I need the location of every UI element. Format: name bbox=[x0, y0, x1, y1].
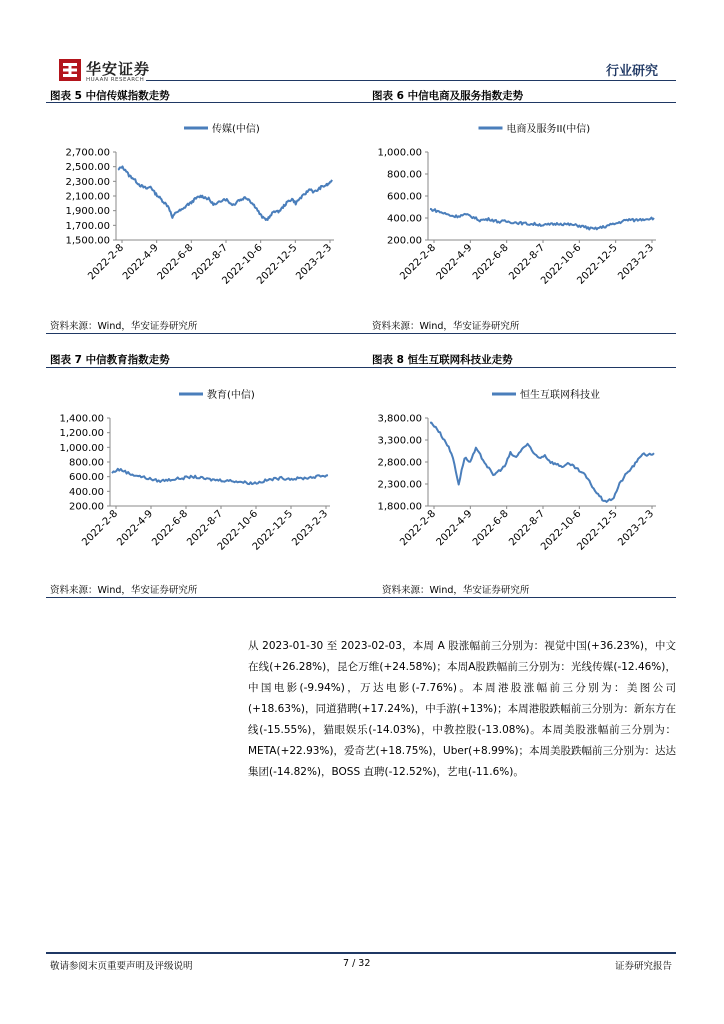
x-tick-label: 2022-2-8 bbox=[80, 508, 121, 549]
y-tick-label: 1,900.00 bbox=[65, 206, 110, 218]
x-tick-label: 2022-8-7 bbox=[507, 508, 548, 549]
x-tick-label: 2022-10-6 bbox=[215, 508, 261, 553]
y-tick-label: 1,400.00 bbox=[59, 413, 104, 425]
x-tick-label: 2022-2-8 bbox=[398, 508, 439, 549]
x-tick-label: 2022-6-8 bbox=[155, 242, 196, 283]
logo bbox=[58, 58, 82, 82]
chart-hs-internet bbox=[366, 376, 676, 576]
x-tick-label: 2022-10-6 bbox=[220, 242, 265, 287]
legend-label: 教育(中信) bbox=[207, 390, 255, 401]
y-tick-label: 200.00 bbox=[69, 501, 104, 513]
y-tick-label: 600.00 bbox=[387, 191, 422, 203]
figure-7-source: 资料来源：Wind，华安证券研究所 bbox=[50, 585, 198, 596]
y-tick-label: 400.00 bbox=[387, 213, 422, 225]
source-row1-rule bbox=[46, 333, 676, 334]
x-tick-label: 2022-10-6 bbox=[539, 508, 584, 553]
x-tick-label: 2022-6-8 bbox=[470, 242, 511, 283]
x-tick-label: 2022-6-8 bbox=[470, 508, 511, 549]
y-tick-label: 400.00 bbox=[69, 486, 104, 498]
x-tick-label: 2023-2-3 bbox=[290, 508, 331, 549]
y-tick-label: 600.00 bbox=[69, 472, 104, 484]
y-tick-label: 3,300.00 bbox=[377, 435, 422, 447]
figure-8-source: 资料来源：Wind，华安证券研究所 bbox=[382, 585, 530, 596]
y-tick-label: 2,500.00 bbox=[65, 162, 110, 174]
chart-ecommerce bbox=[366, 110, 676, 310]
figure-6-source: 资料来源：Wind，华安证券研究所 bbox=[372, 321, 520, 332]
series-line bbox=[430, 209, 654, 230]
weekly-summary-paragraph: 从 2023-01-30 至 2023-02-03，本周 A 股涨幅前三分别为：视觉中国(+36.23%)，中文在线(+26.28%)，昆仑万维(+24.58%)；本周A股跌幅前三分别为：光线传媒(-12.46%)，中国电影(-9.94%)，万达电影(-7.76%)。本周港股涨幅前三分别为：美图公司(+18.63%)，同道猎聘(+17.24%)，中手游(+13%)；本周港股跌幅前三分别为：新东方在线(-15.55%)，猫眼娱乐(-14.03%)，中教控股(-13.08%)。本周美股涨幅前三分别为：META(+22.93%)，爱奇艺(+18.75%)，Uber(+8.99%)；本周美股跌幅前三分别为：达达集团(-14.82%)，BOSS 直聘(-12.52%)，艺电(-11.6%)。 bbox=[248, 640, 677, 778]
x-tick-label: 2023-2-3 bbox=[294, 242, 335, 283]
footer-disclaimer: 敬请参阅末页重要声明及评级说明 bbox=[50, 961, 193, 972]
header-title: 行业研究 bbox=[605, 64, 658, 79]
footer-report-type: 证券研究报告 bbox=[614, 961, 672, 972]
y-tick-label: 2,300.00 bbox=[377, 479, 422, 491]
y-tick-label: 200.00 bbox=[387, 235, 422, 247]
series-line bbox=[430, 423, 654, 502]
x-tick-label: 2022-4-9 bbox=[434, 242, 475, 283]
legend-label: 电商及服务II(中信) bbox=[506, 124, 591, 135]
page-number: 7 / 32 bbox=[343, 958, 371, 969]
figure-row1-rule bbox=[46, 102, 676, 103]
chart-education bbox=[46, 376, 346, 576]
figure-row2-rule bbox=[46, 367, 676, 368]
y-tick-label: 2,700.00 bbox=[65, 147, 110, 159]
x-tick-label: 2023-2-3 bbox=[616, 242, 657, 283]
y-tick-label: 1,000.00 bbox=[377, 147, 422, 159]
y-tick-label: 1,200.00 bbox=[59, 428, 104, 440]
x-tick-label: 2022-2-8 bbox=[86, 242, 127, 283]
footer-rule bbox=[46, 952, 676, 954]
logo-text-cn: 华安证券 bbox=[86, 60, 151, 78]
y-tick-label: 1,500.00 bbox=[65, 235, 110, 247]
x-tick-label: 2022-4-9 bbox=[434, 508, 475, 549]
x-tick-label: 2022-8-7 bbox=[507, 242, 548, 283]
y-tick-label: 2,800.00 bbox=[377, 457, 422, 469]
figure-5-source: 资料来源：Wind，华安证券研究所 bbox=[50, 321, 198, 332]
figure-8-title: 图表 8 恒生互联网科技业走势 bbox=[372, 354, 513, 366]
series-line bbox=[112, 469, 328, 484]
x-tick-label: 2022-10-6 bbox=[539, 242, 584, 287]
y-tick-label: 1,000.00 bbox=[59, 442, 104, 454]
x-tick-label: 2022-12-5 bbox=[255, 242, 300, 287]
y-tick-label: 800.00 bbox=[69, 457, 104, 469]
x-tick-label: 2022-2-8 bbox=[398, 242, 439, 283]
y-tick-label: 800.00 bbox=[387, 169, 422, 181]
header-rule bbox=[146, 80, 676, 81]
figure-5-title: 图表 5 中信传媒指数走势 bbox=[50, 90, 170, 102]
x-tick-label: 2022-6-8 bbox=[150, 508, 191, 549]
source-row2-rule bbox=[46, 597, 676, 598]
logo-mark-icon bbox=[58, 58, 82, 82]
series-line bbox=[118, 166, 332, 220]
y-tick-label: 1,800.00 bbox=[377, 501, 422, 513]
x-tick-label: 2022-12-5 bbox=[575, 242, 620, 287]
x-tick-label: 2022-4-9 bbox=[115, 508, 156, 549]
x-tick-label: 2023-2-3 bbox=[616, 508, 657, 549]
x-tick-label: 2022-4-9 bbox=[120, 242, 161, 283]
x-tick-label: 2022-8-7 bbox=[185, 508, 226, 549]
logo-text-en: HUAAN RESEARCH bbox=[86, 77, 145, 83]
legend-label: 恒生互联网科技业 bbox=[520, 390, 600, 401]
y-tick-label: 2,300.00 bbox=[65, 176, 110, 188]
figure-7-title: 图表 7 中信教育指数走势 bbox=[50, 354, 170, 366]
y-tick-label: 2,100.00 bbox=[65, 191, 110, 203]
x-tick-label: 2022-12-5 bbox=[575, 508, 620, 553]
legend-label: 传媒(中信) bbox=[212, 124, 260, 135]
y-tick-label: 1,700.00 bbox=[65, 220, 110, 232]
figure-6-title: 图表 6 中信电商及服务指数走势 bbox=[372, 90, 524, 102]
x-tick-label: 2022-12-5 bbox=[250, 508, 296, 553]
x-tick-label: 2022-8-7 bbox=[190, 242, 231, 283]
chart-media bbox=[46, 110, 346, 310]
y-tick-label: 3,800.00 bbox=[377, 413, 422, 425]
